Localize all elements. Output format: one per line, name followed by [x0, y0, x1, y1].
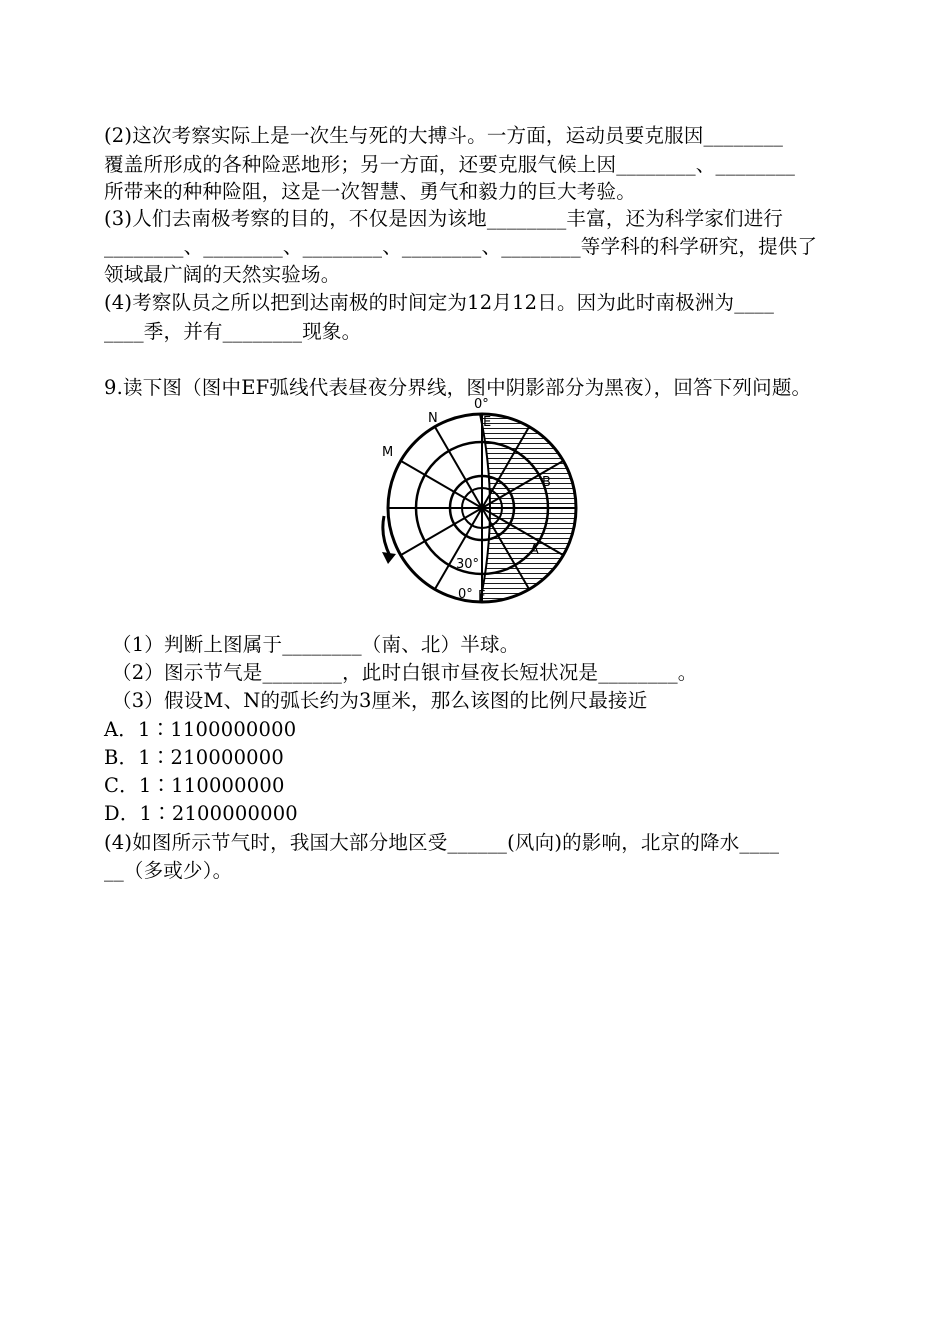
sub-question-3: （3）假设M、N的弧长约为3厘米，那么该图的比例尺最接近 [112, 689, 648, 712]
label-30-degree: 30° [456, 557, 480, 572]
sub-question-2: （2）图示节气是________，此时白银市昼夜长短状况是________。 [112, 661, 698, 684]
question-9-prompt: 9.读下图（图中EF弧线代表昼夜分界线，图中阴影部分为黑夜），回答下列问题。 [104, 376, 812, 399]
text-line: (2)这次考察实际上是一次生与死的大搏斗。一方面，运动员要克服因________ [104, 124, 784, 147]
text-line: (3)人们去南极考察的目的，不仅是因为该地________丰富，还为科学家们进行 [104, 207, 784, 230]
label-a: A [530, 543, 539, 558]
option-c: C．1∶110000000 [104, 774, 285, 797]
text-line: (4)考察队员之所以把到达南极的时间定为12月12日。因为此时南极洲为____ [104, 291, 775, 314]
text-line: 覆盖所形成的各种险恶地形；另一方面，还要克服气候上因________、________ [104, 153, 796, 176]
text-line: 领域最广阔的天然实验场。 [104, 263, 341, 286]
polar-day-night-diagram [368, 396, 594, 606]
sub-question-1: （1）判断上图属于________（南、北）半球。 [112, 633, 520, 656]
label-b: B [542, 475, 551, 490]
sub-question-4: (4)如图所示节气时，我国大部分地区受______(风向)的影响，北京的降水____ [104, 831, 780, 854]
label-m: M [382, 445, 394, 460]
text-line: ________、________、________、________、________等学科的科学研究，提供了 [104, 235, 818, 258]
label-e: E [483, 415, 492, 430]
text-line: 所带来的种种险阻，这是一次智慧、勇气和毅力的巨大考验。 [104, 180, 636, 203]
label-f: F [478, 589, 486, 604]
label-bottom-degree: 0° [458, 587, 473, 602]
label-top-degree: 0° [474, 397, 489, 412]
label-n: N [428, 411, 438, 426]
option-a: A．1∶1100000000 [104, 718, 297, 741]
option-d: D．1∶2100000000 [104, 802, 298, 825]
option-b: B．1∶210000000 [104, 746, 284, 769]
text-line: ____季，并有________现象。 [104, 320, 362, 343]
sub-question-4-cont: __（多或少）。 [104, 859, 233, 882]
